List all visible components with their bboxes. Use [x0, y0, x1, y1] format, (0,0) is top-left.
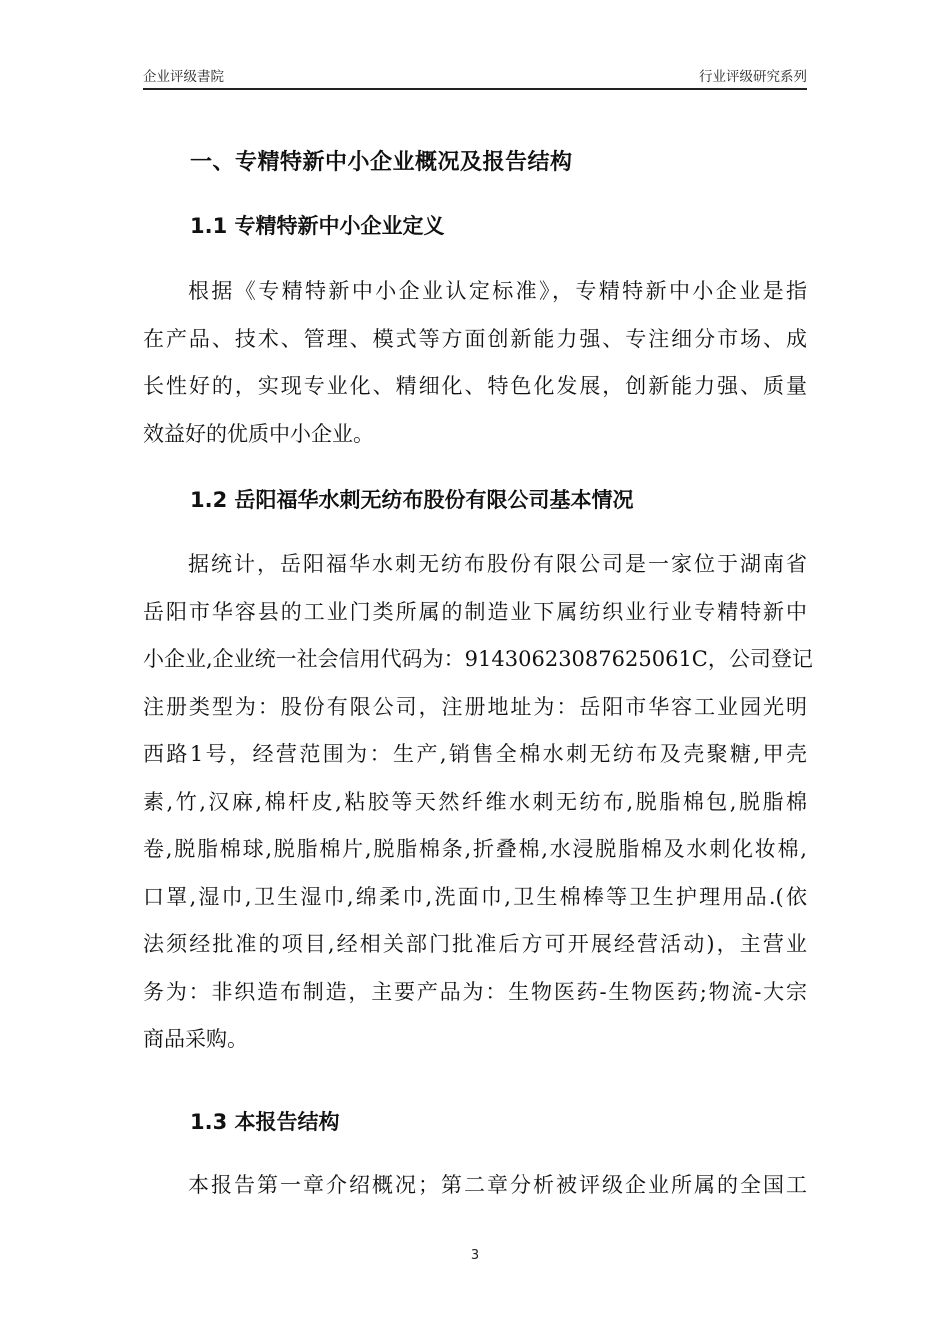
chapter-title: 一、专精特新中小企业概况及报告结构 [190, 150, 573, 175]
text-line: 岳阳市华容县的工业门类所属的制造业下属纺织业行业专精特新中 [143, 599, 807, 624]
text-line: 据统计，岳阳福华水刺无纺布股份有限公司是一家位于湖南省 [188, 552, 807, 576]
text-line: 口罩,湿巾,卫生湿巾,绵柔巾,洗面巾,卫生棉棒等卫生护理用品.(依 [143, 884, 807, 909]
text-line: 本报告第一章介绍概况；第二章分析被评级企业所属的全国工 [188, 1173, 807, 1197]
text-line: 长性好的，实现专业化、精细化、特色化发展，创新能力强、质量 [143, 374, 807, 398]
text-line: 卷,脱脂棉球,脱脂棉片,脱脂棉条,折叠棉,水浸脱脂棉及水刺化妆棉, [143, 837, 807, 861]
text-line: 根据《专精特新中小企业认定标准》，专精特新中小企业是指 [188, 279, 807, 303]
header-series: 行业评级研究系列 [699, 69, 807, 85]
section-heading-1-1: 1.1 专精特新中小企业定义 [190, 214, 445, 238]
text-line: 法须经批准的项目,经相关部门批准后方可开展经营活动)，主营业 [143, 932, 807, 956]
header-publisher: 企业评级書院 [143, 69, 224, 85]
text-line: 素,竹,汉麻,棉杆皮,粘胶等天然纤维水刺无纺布,脱脂棉包,脱脂棉 [143, 789, 807, 814]
section-1-1-paragraph [143, 268, 807, 458]
text-line: 小企业,企业统一社会信用代码为：91430623087625061C，公司登记 [143, 647, 813, 671]
text-line: 效益好的优质中小企业。 [143, 421, 374, 446]
page-header [143, 66, 807, 88]
text-line: 商品采购。 [143, 1027, 248, 1051]
text-line: 西路1号，经营范围为：生产,销售全棉水刺无纺布及壳聚糖,甲壳 [143, 742, 807, 766]
section-heading-1-2: 1.2 岳阳福华水刺无纺布股份有限公司基本情况 [190, 488, 634, 512]
section-heading-1-3: 1.3 本报告结构 [190, 1110, 340, 1134]
section-1-3-paragraph [143, 1162, 807, 1210]
section-1-2-paragraph [143, 541, 813, 1064]
text-line: 注册类型为：股份有限公司，注册地址为：岳阳市华容工业园光明 [143, 694, 807, 719]
text-line: 务为：非织造布制造，主要产品为：生物医药-生物医药;物流-大宗 [143, 979, 807, 1004]
header-divider [143, 88, 807, 90]
page-number: 3 [470, 1248, 480, 1263]
text-line: 在产品、技术、管理、模式等方面创新能力强、专注细分市场、成 [143, 326, 807, 351]
